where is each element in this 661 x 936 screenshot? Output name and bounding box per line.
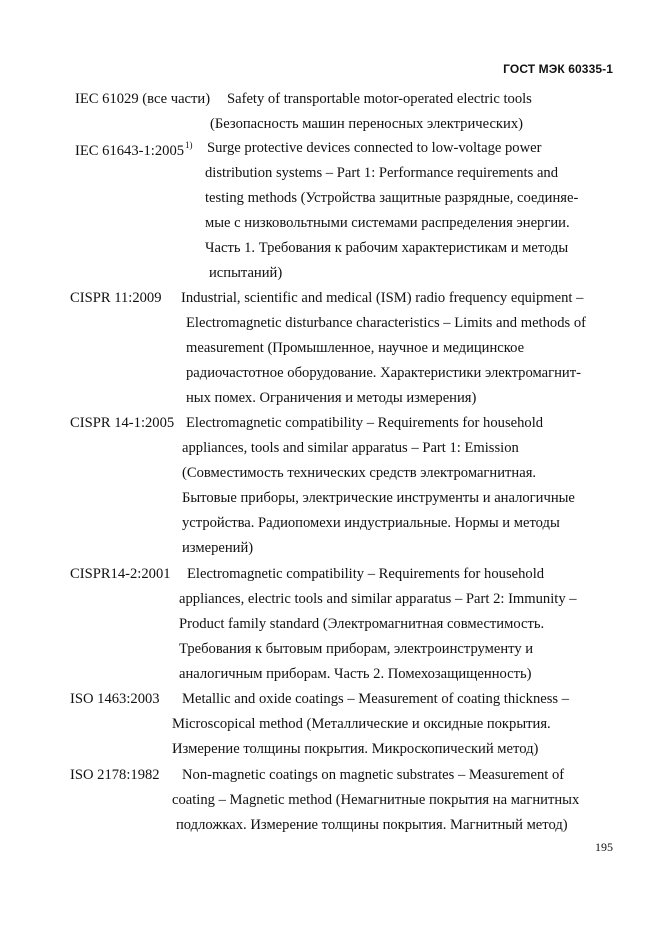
- reference-text-line: testing methods (Устройства защитные разрядные, соединяе-: [205, 190, 579, 206]
- reference-code: CISPR 14-1:2005: [70, 415, 175, 431]
- reference-text-line: Non-magnetic coatings on magnetic substrates – Measurement of: [182, 767, 565, 783]
- reference-text-line: ных помех. Ограничения и методы измерения): [186, 390, 477, 406]
- reference-text-line: испытаний): [209, 265, 283, 281]
- reference-code: CISPR 11:2009: [70, 290, 162, 306]
- reference-text-line: Safety of transportable motor-operated electric tools: [227, 91, 532, 107]
- reference-text-line: Metallic and oxide coatings – Measurement of coating thickness –: [182, 691, 570, 707]
- reference-text-line: Часть 1. Требования к рабочим характеристикам и методы: [205, 240, 569, 256]
- reference-code: [75, 141, 193, 159]
- reference-text-line: подложках. Измерение толщины покрытия. Магнитный метод): [176, 817, 568, 833]
- page-header: ГОСТ МЭК 60335-1: [503, 62, 613, 76]
- reference-text-line: Product family standard (Электромагнитная совместимость.: [179, 616, 545, 632]
- reference-text-line: Измерение толщины покрытия. Микроскопический метод): [172, 741, 539, 757]
- page-number: 195: [595, 840, 613, 854]
- reference-code-text: IEC 61643-1:2005: [75, 143, 185, 159]
- reference-text-line: Electromagnetic disturbance characteristics – Limits and methods of: [186, 315, 586, 331]
- reference-code: CISPR14-2:2001: [70, 566, 171, 582]
- reference-text-line: Microscopical method (Металлические и оксидные покрытия.: [172, 716, 551, 732]
- reference-text-line: Surge protective devices connected to low-voltage power: [207, 140, 542, 156]
- reference-text-line: Бытовые приборы, электрические инструменты и аналогичные: [182, 490, 575, 506]
- reference-text-line: мые с низковольтными системами распределения энергии.: [205, 215, 570, 231]
- reference-code: ISO 1463:2003: [70, 691, 160, 707]
- reference-text-line: measurement (Промышленное, научное и медицинское: [186, 340, 525, 356]
- reference-text-line: Electromagnetic compatibility – Requirements for household: [186, 415, 544, 431]
- reference-text-line: Требования к бытовым приборам, электроинструменту и: [179, 641, 534, 657]
- reference-text-line: измерений): [182, 540, 254, 556]
- reference-text-line: Electromagnetic compatibility – Requirements for household: [187, 566, 545, 582]
- reference-text-line: (Безопасность машин переносных электрических): [210, 116, 523, 132]
- reference-text-line: аналогичным приборам. Часть 2. Помехозащищенность): [179, 666, 532, 682]
- reference-text-line: Industrial, scientific and medical (ISM) radio frequency equipment –: [181, 290, 584, 306]
- reference-text-line: appliances, electric tools and similar apparatus – Part 2: Immunity –: [179, 591, 577, 607]
- footnote-marker: 1): [185, 140, 193, 150]
- reference-text-line: appliances, tools and similar apparatus – Part 1: Emission: [182, 440, 519, 456]
- reference-code: ISO 2178:1982: [70, 767, 160, 783]
- reference-code: IEC 61029 (все части): [75, 91, 211, 107]
- reference-text-line: радиочастотное оборудование. Характеристики электромагнит-: [186, 365, 581, 381]
- reference-text-line: (Совместимость технических средств электромагнитная.: [182, 465, 537, 481]
- reference-text-line: distribution systems – Part 1: Performance requirements and: [205, 165, 559, 181]
- reference-text-line: coating – Magnetic method (Немагнитные покрытия на магнитных: [172, 792, 580, 808]
- reference-text-line: устройства. Радиопомехи индустриальные. Нормы и методы: [182, 515, 560, 531]
